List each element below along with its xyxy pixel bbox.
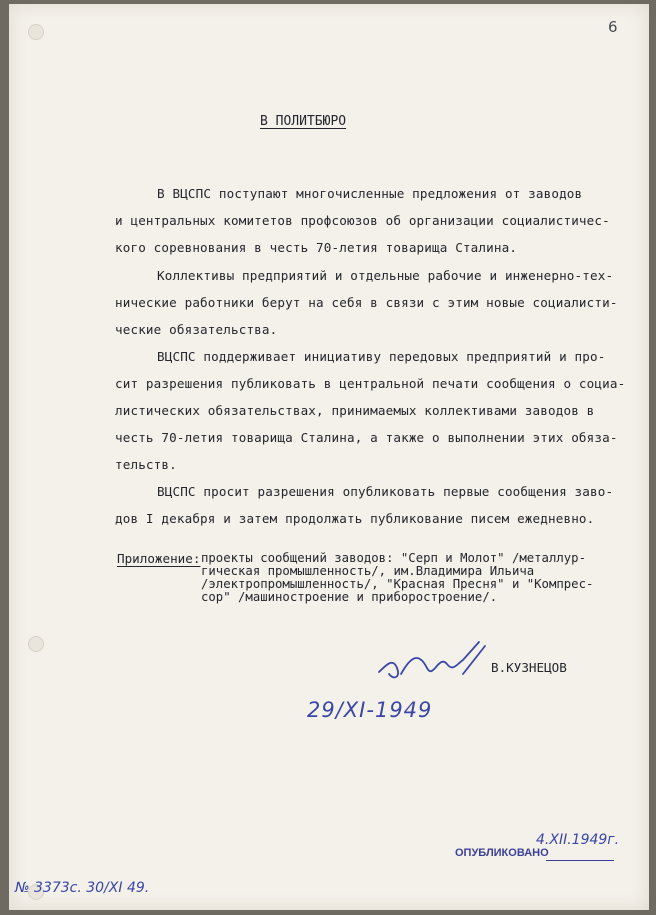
- body-line: Коллективы предприятий и отдельные рабочие и инженерно-тех-: [157, 268, 614, 283]
- body-line: листических обязательствах, принимаемых коллективами заводов в: [115, 403, 595, 418]
- signature-mark: [367, 634, 491, 692]
- punch-hole: [28, 636, 44, 652]
- body-line: сит разрешения публиковать в центральной печати сообщения о социа-: [115, 376, 626, 391]
- body-line: честь 70-летия товарища Сталина, а также о выполнении этих обяза-: [115, 430, 618, 445]
- body-line: ческие обязательства.: [115, 322, 278, 337]
- body-line: нические работники берут на себя в связи с этим новые социалисти-: [115, 295, 618, 310]
- body-line: дов I декабря и затем продолжать публикование писем ежедневно.: [115, 511, 595, 526]
- document-page: [9, 4, 649, 910]
- body-line: В ВЦСПС поступают многочисленные предложения от заводов: [157, 186, 583, 201]
- document-heading: В ПОЛИТБЮРО: [260, 114, 347, 129]
- attachment-line: проекты сообщений заводов: "Серп и Молот" /металлур-: [201, 551, 586, 565]
- body-line: и центральных комитетов профсоюзов об организации социалистичес-: [115, 213, 610, 228]
- attachment-label: Приложение:: [117, 551, 201, 566]
- handwritten-date: 29/XI-1949: [307, 698, 433, 722]
- archive-number: № 3373с. 30/XI 49.: [15, 880, 150, 896]
- body-line: кого соревнования в честь 70-летия товарища Сталина.: [115, 240, 518, 255]
- signatory-name: В.КУЗНЕЦОВ: [491, 660, 567, 675]
- published-stamp-date: 4.XII.1949г.: [536, 832, 620, 848]
- body-line: ВЦСПС поддерживает инициативу передовых предприятий и про-: [157, 349, 606, 364]
- attachment-line: гическая промышленность/, им.Владимира Ильича: [201, 564, 535, 578]
- published-stamp-label: ОПУБЛИКОВАНО: [455, 847, 549, 859]
- body-line: ВЦСПС просит разрешения опубликовать первые сообщения заво-: [157, 484, 614, 499]
- attachment-line: сор" /машиностроение и приборостроение/.: [201, 590, 498, 604]
- punch-hole: [28, 24, 44, 40]
- body-line: тельств.: [115, 457, 177, 472]
- attachment-line: /электропромышленность/, "Красная Пресня" и "Компрес-: [201, 577, 594, 591]
- page-number: 6: [608, 18, 618, 36]
- stamp-underline: [546, 860, 614, 861]
